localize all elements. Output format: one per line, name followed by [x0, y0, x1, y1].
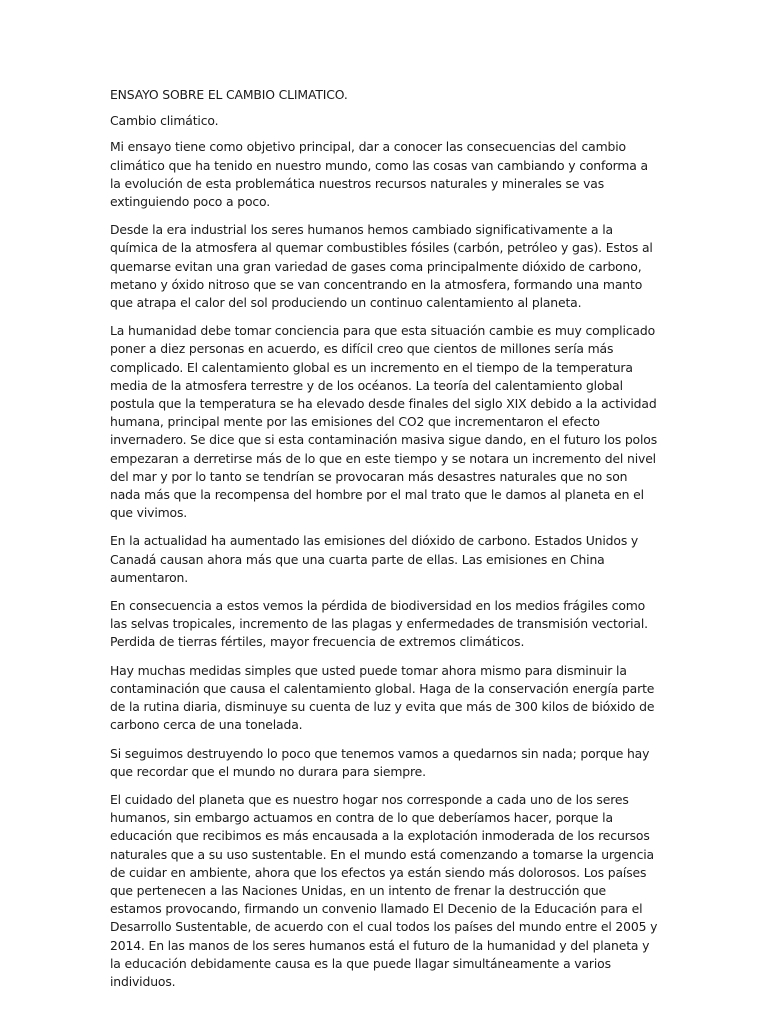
- document-body: [110, 86, 658, 1001]
- paragraph-3: La humanidad debe tomar conciencia para que esta situación cambie es muy complicado poner a diez personas en acuerdo, es difícil creo que cientos de millones sería más complicado. El calentamiento global es un incremento en el tiempo de la temperatura media de la atmosfera terrestre y de los océanos. La teoría del calentamiento global postula que la temperatura se ha elevado desde finales del siglo XIX debido a la actividad humana, principal mente por las emisiones del CO2 que incrementaron el efecto invernadero. Se dice que si esta contaminación masiva sigue dando, en el futuro los polos empezaran a derretirse más de lo que en este tiempo y se notara un incremento del nivel del mar y por lo tanto se tendrían se provocaran más desastres naturales que no son nada más que la recompensa del hombre por el mal trato que le damos al planeta en el que vivimos.: [110, 323, 658, 521]
- paragraph-4: En la actualidad ha aumentado las emisiones del dióxido de carbono. Estados Unidos y Canadá causan ahora más que una cuarta parte de ellas. Las emisiones en China aumentaron.: [110, 533, 639, 585]
- paragraph-7: Si seguimos destruyendo lo poco que tenemos vamos a quedarnos sin nada; porque hay que recordar que el mundo no durara para siempre.: [110, 745, 650, 779]
- paragraph-6: Hay muchas medidas simples que usted puede tomar ahora mismo para disminuir la contaminación que causa el calentamiento global. Haga de la conservación energía parte de la rutina diaria, disminuye su cuenta de luz y evita que más de 300 kilos de bióxido de carbono cerca de una tonelada.: [110, 662, 655, 733]
- document-subtitle: Cambio climático.: [110, 113, 219, 129]
- paragraph-8: El cuidado del planeta que es nuestro hogar nos corresponde a cada uno de los seres humanos, sin embargo actuamos en contra de lo que deberíamos hacer, porque la educación que recibimos es más encausada a la explotación inmoderada de los recursos naturales que a su uso sustentable. En el mundo está comenzando a tomarse la urgencia de cuidar en ambiente, ahora que los efectos ya están siendo más dolorosos. Los países que pertenecen a las Naciones Unidas, en un intento de frenar la destrucción que estamos provocando, firmando un convenio llamado El Decenio de la Educación para el Desarrollo Sustentable, de acuerdo con el cual todos los países del mundo entre el 2005 y 2014. En las manos de los seres humanos está el futuro de la humanidad y del planeta y la educación debidamente causa es la que puede llagar simultáneamente a varios individuos.: [110, 791, 658, 989]
- paragraph-1: Mi ensayo tiene como objetivo principal, dar a conocer las consecuencias del cambio climático que ha tenido en nuestro mundo, como las cosas van cambiando y conforma a la evolución de esta problemática nuestros recursos naturales y minerales se vas extinguiendo poco a poco.: [110, 139, 648, 210]
- paragraph-5: En consecuencia a estos vemos la pérdida de biodiversidad en los medios frágiles como las selvas tropicales, incremento de las plagas y enfermedades de transmisión vectorial. Perdida de tierras fértiles, mayor frecuencia de extremos climáticos.: [110, 598, 648, 650]
- paragraph-2: Desde la era industrial los seres humanos hemos cambiado significativamente a la química de la atmosfera al quemar combustibles fósiles (carbón, petróleo y gas). Estos al quemarse evitan una gran variedad de gases coma principalmente dióxido de carbono, metano y óxido nitroso que se van concentrando en la atmosfera, formando una manto que atrapa el calor del sol produciendo un continuo calentamiento al planeta.: [110, 222, 653, 311]
- document-title: ENSAYO SOBRE EL CAMBIO CLIMATICO.: [110, 87, 348, 102]
